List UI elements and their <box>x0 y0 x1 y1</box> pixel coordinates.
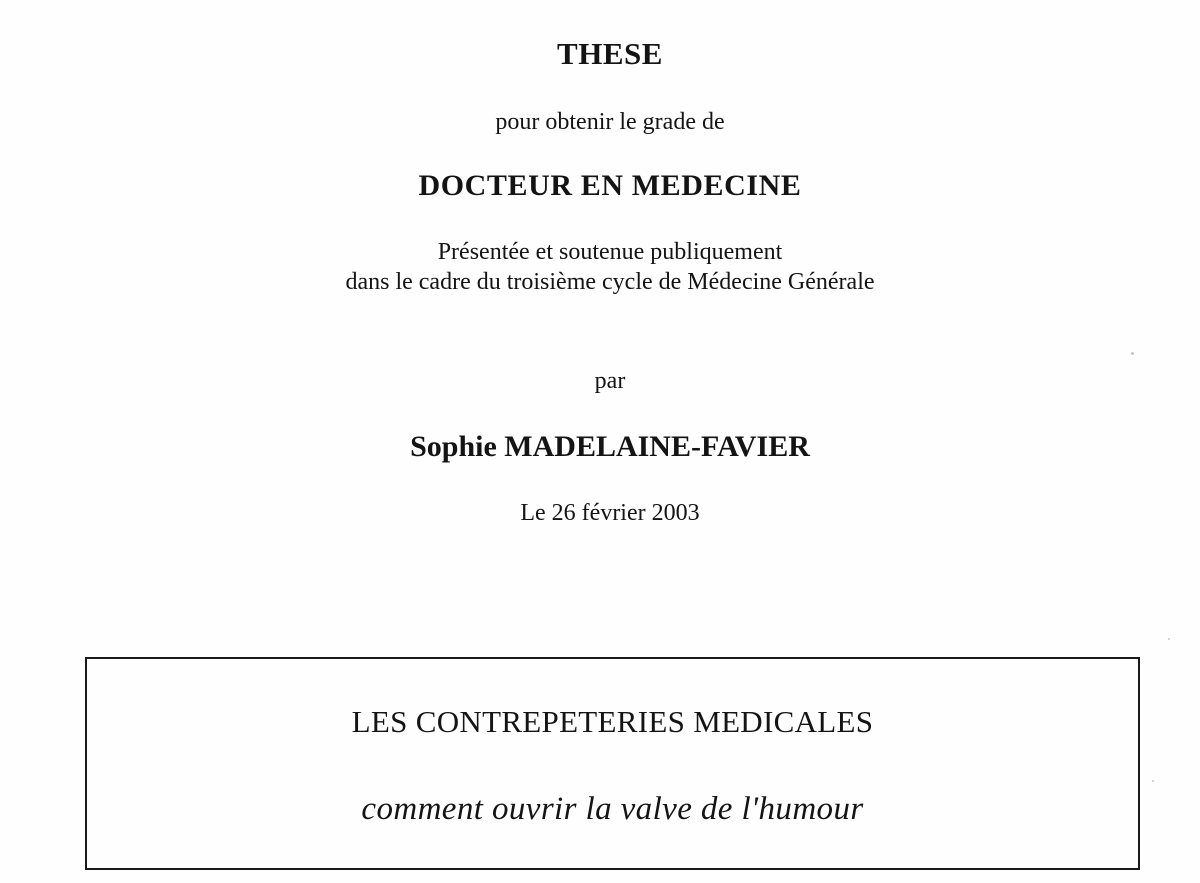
scan-speck <box>1168 638 1170 640</box>
presentation-line-2: dans le cadre du troisième cycle de Médecine Générale <box>345 269 875 295</box>
scan-speck <box>1152 780 1154 782</box>
thesis-title: LES CONTREPETERIES MEDICALES <box>351 704 874 739</box>
thesis-title-box <box>85 657 1140 870</box>
degree-intro: pour obtenir le grade de <box>495 109 725 135</box>
document-title: THESE <box>557 36 663 71</box>
author-name: Sophie MADELAINE-FAVIER <box>410 430 810 463</box>
degree-name: DOCTEUR EN MEDECINE <box>418 169 802 202</box>
defense-date: Le 26 février 2003 <box>520 500 700 526</box>
thesis-subtitle: comment ouvrir la valve de l'humour <box>361 791 864 827</box>
author-intro: par <box>594 368 626 394</box>
scan-speck <box>1131 352 1134 355</box>
presentation-line-1: Présentée et soutenue publiquement <box>437 239 783 265</box>
